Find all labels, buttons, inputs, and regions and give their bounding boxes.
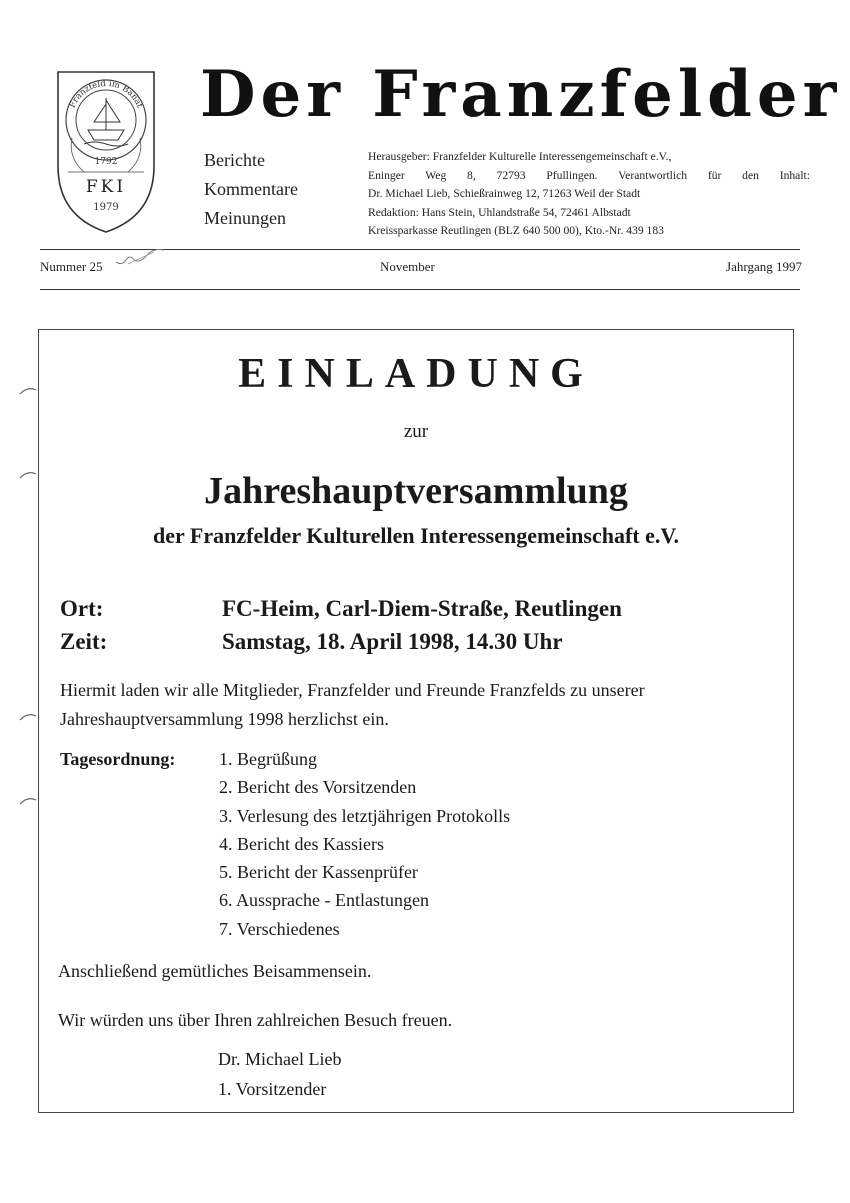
issue-year: Jahrgang 1997: [726, 259, 802, 274]
subtitle-meinungen: Meinungen: [204, 208, 286, 228]
agenda-item: 2. Bericht des Vorsitzenden: [219, 777, 417, 798]
publisher-info: [368, 148, 810, 241]
punch-mark-icon: [18, 796, 38, 806]
publisher-line: Redaktion: Hans Stein, Uhlandstraße 54, 72461 Albstadt: [368, 205, 631, 219]
signature-role: 1. Vorsitzender: [218, 1079, 327, 1099]
crest-year-town: 1792: [94, 157, 118, 167]
time-value: Samstag, 18. April 1998, 14.30 Uhr: [222, 629, 563, 654]
subtitle-berichte: Berichte: [204, 150, 265, 170]
closing-line-social: Anschließend gemütliches Beisammensein.: [58, 961, 372, 981]
agenda-item: 3. Verlesung des letztjährigen Protokolls: [219, 805, 511, 826]
signature-name: Dr. Michael Lieb: [218, 1049, 342, 1069]
publisher-line: Eninger Weg 8, 72793 Pfullingen. Verantwortlich für den Inhalt:: [368, 168, 810, 182]
club-crest-emblem: [54, 68, 158, 236]
issue-month: November: [380, 259, 435, 274]
event-name: Jahreshauptversammlung: [204, 470, 628, 512]
masthead-subtitles: [204, 146, 298, 233]
agenda-item: 7. Verschiedenes: [219, 918, 340, 939]
punch-mark-icon: [18, 470, 38, 480]
subtitle-kommentare: Kommentare: [204, 179, 298, 199]
ship-icon: [84, 98, 128, 146]
agenda-list: [219, 745, 510, 943]
publisher-line: Herausgeber: Franzfelder Kulturelle Interessengemeinschaft e.V.,: [368, 150, 672, 163]
agenda-item: 6. Aussprache - Entlastungen: [219, 890, 429, 911]
punch-mark-icon: [18, 386, 38, 396]
invitation-title: EINLADUNG: [238, 351, 594, 397]
invitation-zur: zur: [403, 421, 429, 442]
agenda-label: Tagesordnung:: [60, 749, 176, 769]
agenda-item: 1. Begrüßung: [219, 749, 317, 769]
organization-name: der Franzfelder Kulturellen Interessengemeinschaft e.V.: [153, 523, 679, 548]
masthead-title: Der Franzfelder: [200, 57, 842, 132]
time-label: Zeit:: [60, 629, 108, 654]
publisher-line: Dr. Michael Lieb, Schießrainweg 12, 71263 Weil der Stadt: [368, 187, 641, 200]
issue-number: Nummer 25: [40, 259, 103, 274]
handwritten-mark-icon: [114, 246, 166, 268]
crest-ring-text: Franzfeld im Banat: [67, 78, 145, 110]
agenda-item: 4. Bericht des Kassiers: [219, 833, 384, 854]
crest-year-club: 1979: [93, 202, 119, 213]
header-rule-bottom: [40, 289, 800, 290]
closing-line-visit: Wir würden uns über Ihren zahlreichen Besuch freuen.: [58, 1010, 453, 1030]
publisher-line: Kreissparkasse Reutlingen (BLZ 640 500 00), Kto.-Nr. 439 183: [368, 224, 664, 237]
location-value: FC-Heim, Carl-Diem-Straße, Reutlingen: [222, 596, 622, 621]
crest-initials: FKI: [85, 177, 127, 197]
punch-mark-icon: [18, 712, 38, 722]
agenda-item: 5. Bericht der Kassenprüfer: [219, 862, 418, 883]
intro-paragraph: Hiermit laden wir alle Mitglieder, Franzfelder und Freunde Franzfelds zu unserer Jahreshauptversammlung 1998 herzlichst ein.: [60, 680, 645, 729]
location-label: Ort:: [60, 596, 104, 621]
